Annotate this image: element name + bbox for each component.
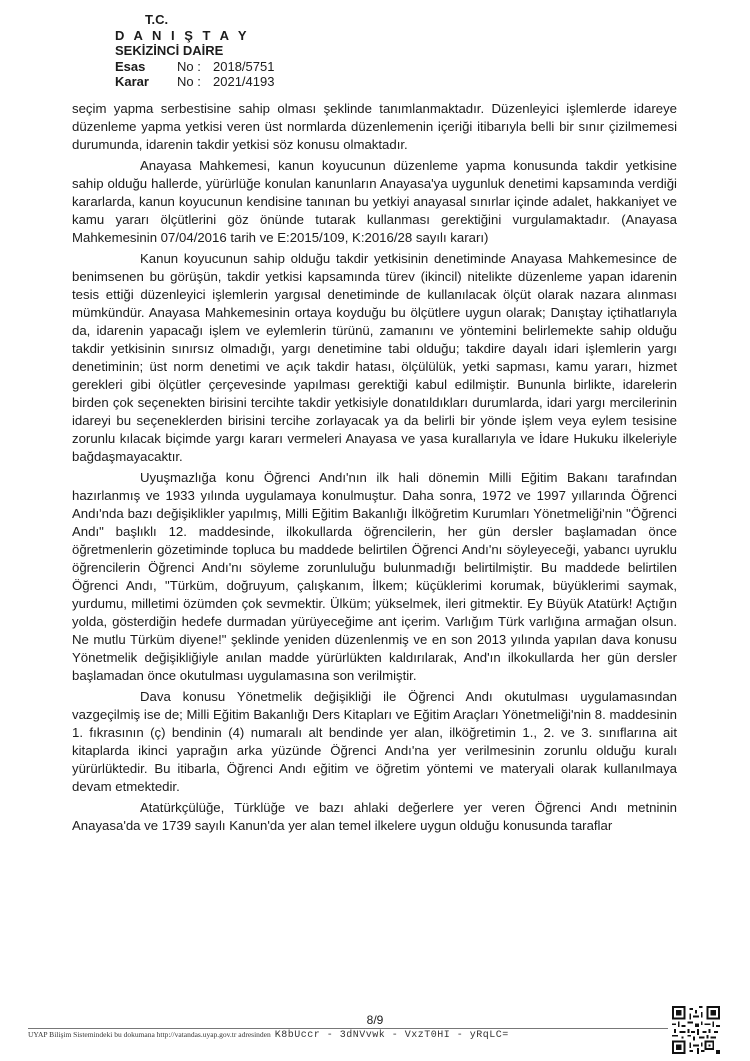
paragraph-6: Atatürkçülüğe, Türklüğe ve bazı ahlaki değerlere yer veren Öğrenci Andı metninin Anayasa'da ve 1739 sayılı Kanun'da yer alan temel ilkelere uygun olduğu konusunda taraflar: [72, 800, 677, 833]
header-chamber: SEKİZİNCİ DAİRE: [115, 43, 224, 58]
document-footer: [28, 1030, 678, 1041]
page-number: 8/9: [366, 1013, 384, 1027]
karar-row: [115, 74, 274, 90]
header-tc: T.C.: [145, 12, 169, 27]
paragraph-1: seçim yapma serbestisine sahip olması şeklinde tanımlanmaktadır. Düzenleyici işlemlerde idareye düzenleme yapma yetkisi veren üst normlarda düzenlemenin içeriği itibarıyla belli bir sınır çizilmemesi durumunda, idarenin takdir yetkisi söz konusu olmaktadır.: [72, 101, 677, 152]
esas-label: Esas: [115, 58, 146, 74]
paragraph-4: Uyuşmazlığa konu Öğrenci Andı'nın ilk hali dönemin Milli Eğitim Bakanı tarafından hazırlanmış ve 1933 yılında uygulamaya konulmuştur. Daha sonra, 1972 ve 1997 yıllarında Öğrenci Andı'nda bazı değişiklikler yapılmış, Milli Eğitim Bakanlığı İlköğretim Kurumları Yönetmeliği'nin "Öğrenci Andı" başlıklı 12. maddesinde, ilkokullarda öğrencilerin, her gün dersler başlamadan önce öğretmenlerin gözetiminde topluca bu maddede belirtilen Öğrenci Andı'nı söyleyeceği, yabancı uyruklu öğrencilerin Öğrenci Andı'nı söyleme zorunluluğu bulunmadığı belirtilmiştir. Bu maddede belirtilen Öğrenci Andı, "Türküm, doğruyum, çalışkanım, İlkem; küçüklerimi korumak, büyüklerimi saymak, yurdumu, milletimi özümden çok sevmektir. Ülküm; yükselmek, ileri gitmektir. Ey Büyük Atatürk! Açtığın yolda, gösterdiğin hedefe durmadan yürüyeceğime ant içerim. Varlığım Türk varlığına armağan olsun. Ne mutlu Türküm diyene!" şeklinde yeniden düzenlenmiş ve en son 2013 yılında yapılan dava konusu Yönetmelik değişikliğiyle anılan madde yürürlükten kaldırılarak, And'ın ilkokullarda her gün dersler başlamadan önce okutulması uygulamasına son verilmiştir.: [72, 470, 677, 683]
paragraph-2: Anayasa Mahkemesi, kanun koyucunun düzenleme yapma konusunda takdir yetkisine sahip olduğu hallerde, yürürlüğe konulan kanunların Anayasa'ya uygunluk denetimi kapsamında verdiği kararlarda, kanun koyucunun kendisine tanınan bu yetkiyi anayasal sınırlar içinde adalet, hakkaniyet ve kamu yararı ölçütlerini göz önünde tutarak kullanması gerektiğini vurgulamaktadır. (Anayasa Mahkemesinin 07/04/2016 tarih ve E:2015/109, K:2016/28 sayılı kararı): [72, 158, 677, 245]
document-header: [115, 12, 274, 90]
document-body: [72, 100, 677, 835]
karar-value: 2021/4193: [213, 74, 275, 89]
footer-text: UYAP Bilişim Sistemindeki bu dokumana http://vatandas.uyap.gov.tr adresinden: [28, 1030, 271, 1039]
esas-value: 2018/5751: [213, 58, 275, 74]
qr-code-icon: [672, 1006, 720, 1054]
esas-row: [115, 59, 274, 75]
karar-no-label: No :: [177, 74, 201, 89]
esas-no-label: No :: [177, 58, 201, 74]
header-court: D A N I Ş T A Y: [115, 27, 250, 43]
verification-code: K8bUccr - 3dNVvwk - VxzT0HI - yRqLC=: [274, 1030, 509, 1041]
footer-divider: [28, 1028, 668, 1029]
paragraph-3: Kanun koyucunun sahip olduğu takdir yetkisinin denetiminde Anayasa Mahkemesince de benimsenen bu görüşün, takdir yetkisi kapsamında türev (ikincil) nitelikte düzenleme yapan idarenin tesis ettiği düzenleyici işlemlerin yargısal denetiminde de kullanılacak ölçüt olarak nazara alınması mümkündür. Anayasa Mahkemesinin ortaya koyduğu bu ölçütlere uygun olarak; Danıştay içtihatlarıyla da, idarenin yapacağı işlem ve eylemlerin türünü, zamanını ve yöntemini belirlemekte sahip olduğu takdir yetkisinin sınırsız olmadığı, yargı denetimine tabi olduğu; takdire dayalı idari işlemlerin yargı denetiminin; üst norm denetimi ve açık takdir hatası, ölçülülük, yetki sapması, kamu yararı, hizmet gerekleri gibi ölçütler çerçevesinde yapılması gerektiği kabul edilmiştir. Bununla birlikte, idarelerin birden çok seçenekten birisini tercihte takdir yetkisiyle donatıldıkları durumlarda, idari yargı mercilerinin idareyi bu seçeneklerden birisini tercihe zorlayacak ya da belirli bir yönde işlem veya eylem tesisine zorunlu kılacak biçimde yargı kararı vermeleri Anayasa ve yasa kurallarıyla ve İdare Hukuku ilkeleriyle bağdaşmayacaktır.: [72, 251, 677, 464]
karar-label: Karar: [115, 74, 149, 89]
paragraph-5: Dava konusu Yönetmelik değişikliği ile Öğrenci Andı okutulması uygulamasından vazgeçilmiş ise de; Milli Eğitim Bakanlığı Ders Kitapları ve Eğitim Araçları Yönetmeliği'nin 8. maddesinin 1. fıkrasının (ç) bendinin (4) numaralı alt bendinde yer alan, ilköğretimin 1., 2. ve 3. sınıflarına ait kitaplarda ikinci yaprağın arka yüzünde Öğrenci Andı'na yer verilmesinin zorunlu olduğu kuralı yürürlüktedir. Bu itibarla, Öğrenci Andı eğitim ve öğretim yöntemi ve materyali olarak kullanılmaya devam etmektedir.: [72, 689, 677, 794]
